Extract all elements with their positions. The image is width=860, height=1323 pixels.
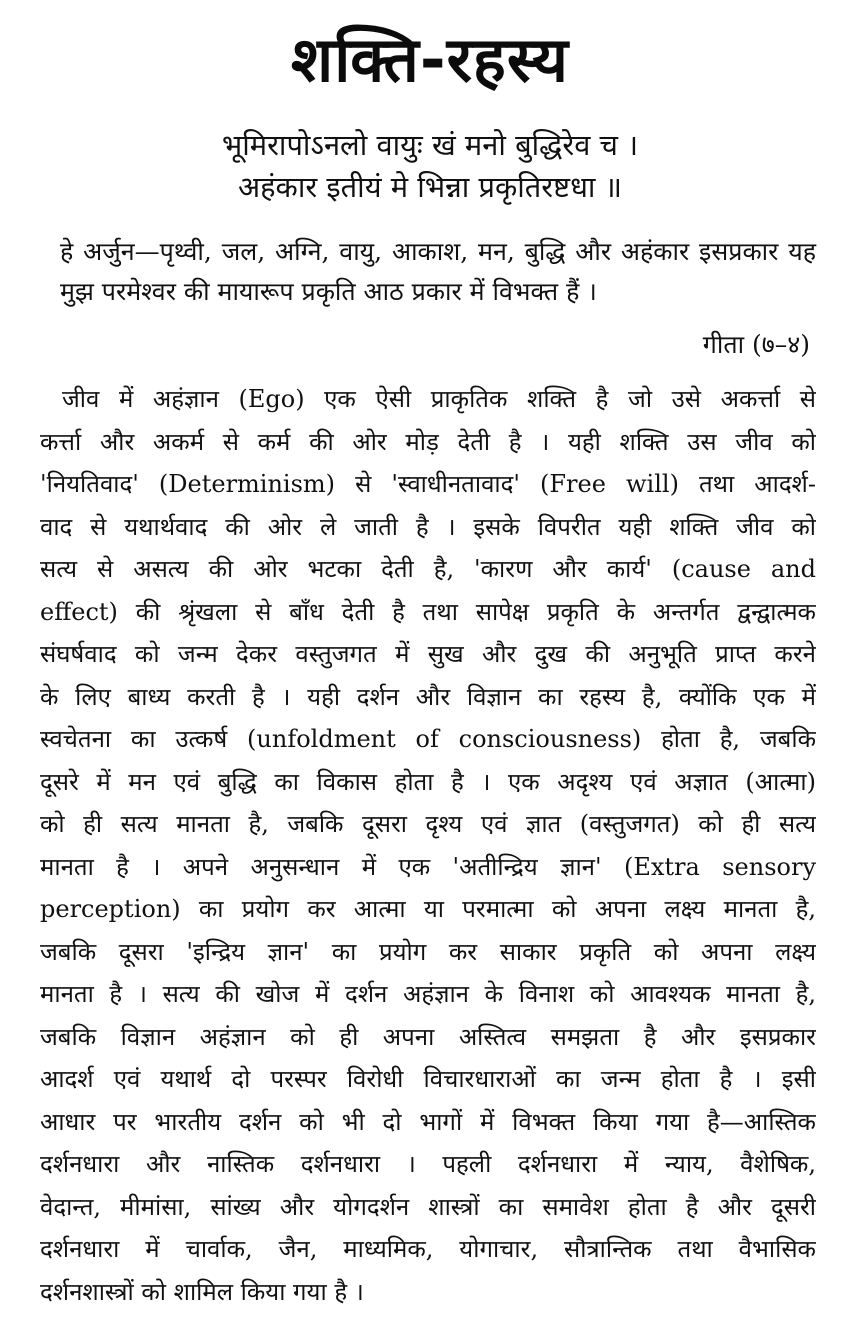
body-line: effect) की श्रृंखला से बाँध देती है तथा सापेक्ष प्रकृति के अन्तर्गत द्वन्द्वात्मक	[40, 597, 816, 626]
shloka-line-2: अहंकार इतीयं मे भिन्ना प्रकृतिरष्टधा ॥	[238, 170, 622, 204]
body-line: दर्शनधारा और नास्तिक दर्शनधारा । पहली दर्शनधारा में न्याय, वैशेषिक,	[40, 1150, 816, 1178]
body-line: जीव में अहंज्ञान (Ego) एक ऐसी प्राकृतिक शक्ति है जो उसे अकर्त्ता से	[62, 385, 816, 413]
verse-translation	[40, 232, 816, 312]
page-title: शक्ति-रहस्य	[291, 23, 569, 96]
body-line: संघर्षवाद को जन्म देकर वस्तुजगत में सुख और दुख की अनुभूति प्राप्त करने	[40, 640, 816, 668]
body-line: वाद से यथार्थवाद की ओर ले जाती है । इसके विपरीत यही शक्ति जीव को	[40, 512, 816, 541]
verse-source: गीता (७–४)	[702, 330, 810, 359]
body-line: सत्य से असत्य की ओर भटका देती है, 'कारण और कार्य' (cause and	[40, 555, 816, 583]
shloka-line-1: भूमिरापोऽनलो वायुः खं मनो बुद्धिरेव च ।	[221, 128, 639, 162]
translation-text: हे अर्जुन—पृथ्वी, जल, अग्नि, वायु, आकाश, मन, बुद्धि और अहंकार इसप्रकार यह मुझ परमेश्वर की मायारूप प्रकृति आठ प्रकार में विभक्त हैं ।	[60, 237, 816, 306]
body-line: perception) का प्रयोग कर आत्मा या परमात्मा को अपना लक्ष्य मानता है,	[40, 895, 816, 923]
body-line: दर्शनशास्त्रों को शामिल किया गया है ।	[40, 1277, 364, 1306]
body-paragraph	[40, 378, 816, 1313]
body-line: वेदान्त, मीमांसा, सांख्य और योगदर्शन शास्त्रों का समावेश होता है और दूसरी	[40, 1192, 816, 1221]
body-line: कर्त्ता और अकर्म से कर्म की ओर मोड़ देती है । यही शक्ति उस जीव को	[40, 427, 816, 456]
body-line: जबकि विज्ञान अहंज्ञान को ही अपना अस्तित्व समझता है और इसप्रकार	[40, 1022, 816, 1051]
body-line: आदर्श एवं यथार्थ दो परस्पर विरोधी विचारधाराओं का जन्म होता है । इसी	[40, 1065, 816, 1093]
body-line: 'नियतिवाद' (Determinism) से 'स्वाधीनतावाद' (Free will) तथा आदर्श-	[40, 470, 816, 498]
body-line: आधार पर भारतीय दर्शन को भी दो भागों में विभक्त किया गया है—आस्तिक	[40, 1107, 816, 1136]
body-line: मानता है । सत्य की खोज में दर्शन अहंज्ञान के विनाश को आवश्यक मानता है,	[40, 980, 816, 1008]
body-line: के लिए बाध्य करती है । यही दर्शन और विज्ञान का रहस्य है, क्योंकि एक में	[40, 682, 816, 711]
body-line: मानता है । अपने अनुसन्धान में एक 'अतीन्द्रिय ज्ञान' (Extra sensory	[40, 852, 816, 881]
body-line: दूसरे में मन एवं बुद्धि का विकास होता है । एक अदृश्य एवं अज्ञात (आत्मा)	[40, 767, 816, 796]
body-line: जबकि दूसरा 'इन्द्रिय ज्ञान' का प्रयोग कर साकार प्रकृति को अपना लक्ष्य	[40, 937, 816, 966]
body-line: स्वचेतना का उत्कर्ष (unfoldment of consciousness) होता है, जबकि	[40, 725, 816, 753]
body-line: को ही सत्य मानता है, जबकि दूसरा दृश्य एवं ज्ञात (वस्तुजगत) को ही सत्य	[40, 810, 816, 838]
body-line: दर्शनधारा में चार्वाक, जैन, माध्यमिक, योगाचार, सौत्रान्तिक तथा वैभासिक	[40, 1235, 816, 1263]
shloka-verse	[0, 124, 860, 208]
